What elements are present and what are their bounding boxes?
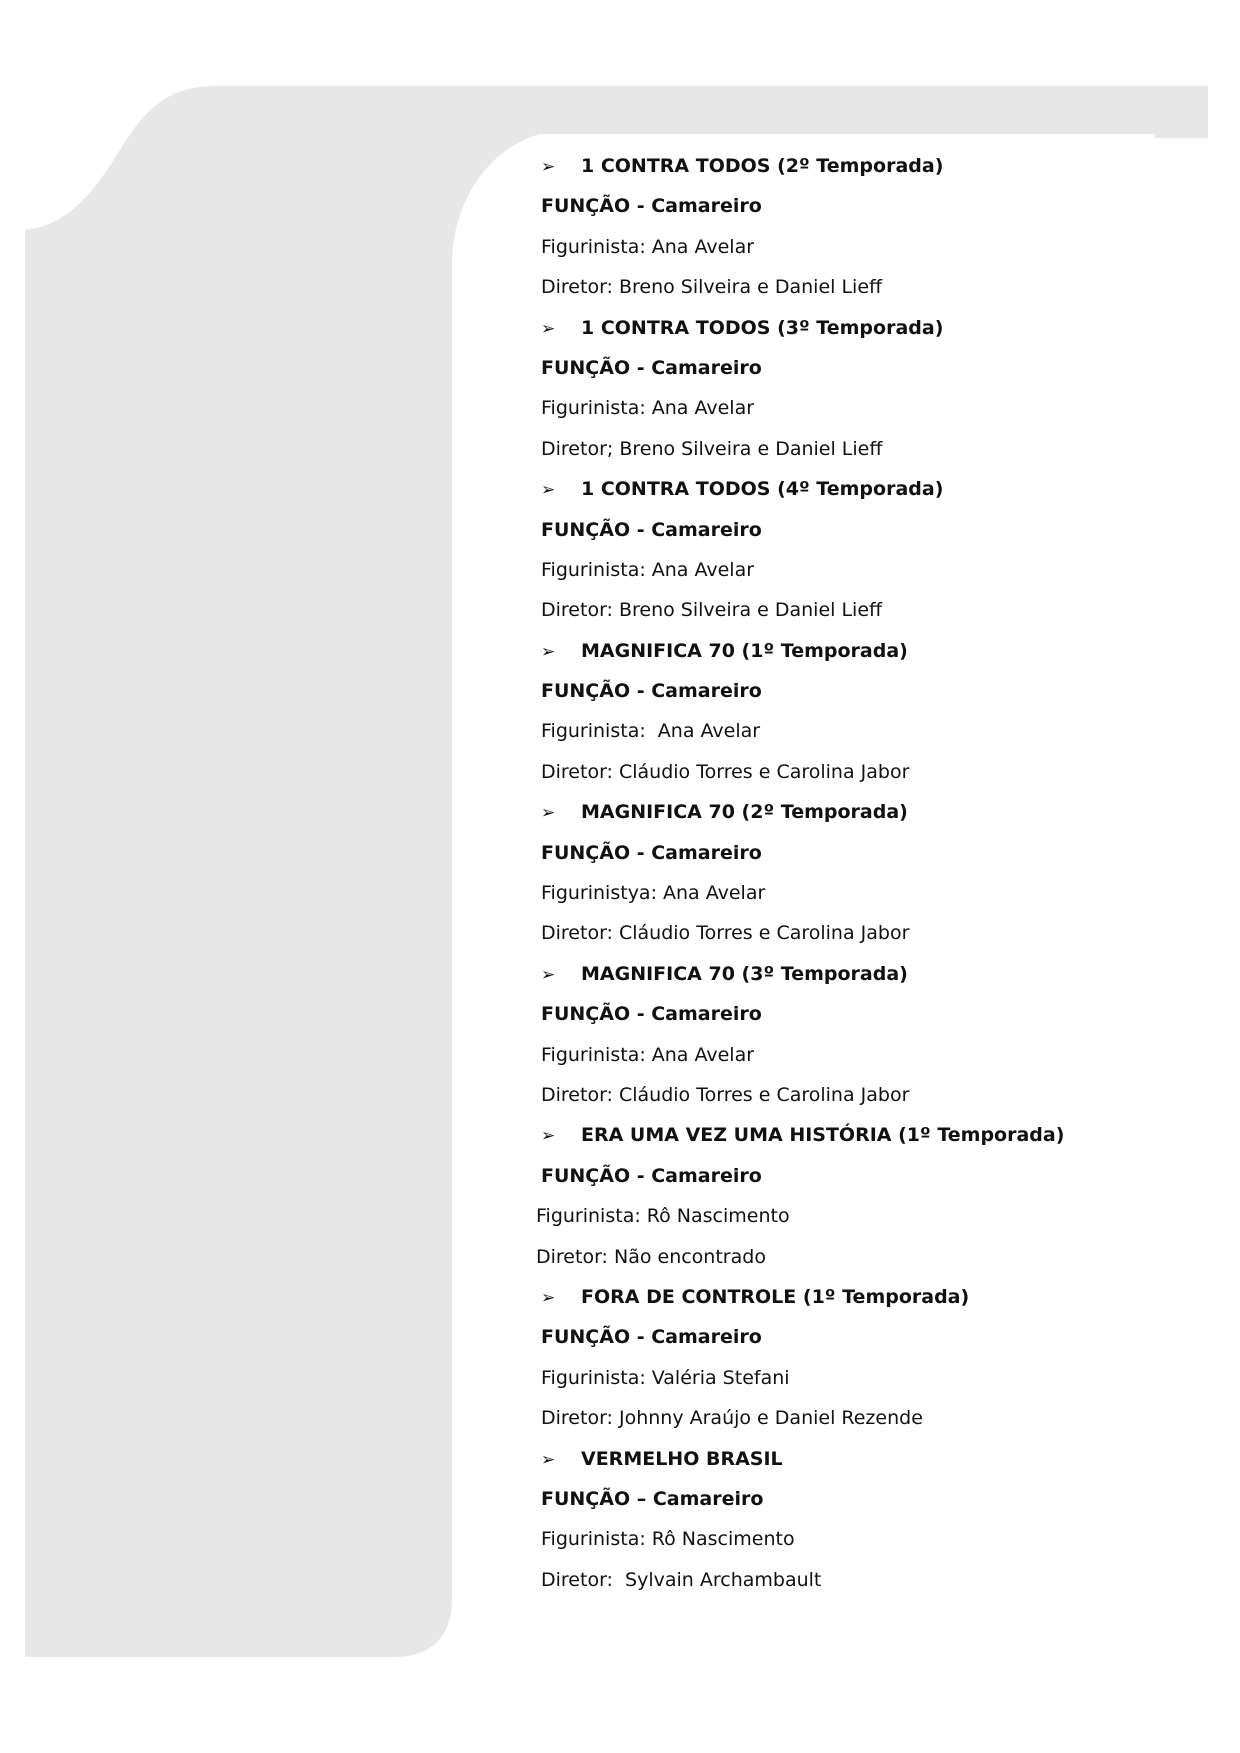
arrow-bullet-icon: ➢ <box>541 1287 556 1308</box>
production-title: MAGNIFICA 70 (1º Temporada) <box>581 639 908 662</box>
costume-designer: Figurinista: Valéria Stefani <box>541 1366 790 1389</box>
role-label: FUNÇÃO - Camareiro <box>541 1003 762 1026</box>
director: Diretor: Cláudio Torres e Carolina Jabor <box>541 1083 910 1106</box>
production-title: ERA UMA VEZ UMA HISTÓRIA (1º Temporada) <box>581 1124 1065 1147</box>
director: Diretor: Sylvain Archambault <box>541 1568 822 1591</box>
director: Diretor; Breno Silveira e Daniel Lieff <box>541 437 883 460</box>
production-title-row <box>541 1277 1181 1317</box>
role-label: FUNÇÃO – Camareiro <box>541 1487 764 1510</box>
costume-designer: Figurinista: Rô Nascimento <box>541 1528 795 1551</box>
role-label: FUNÇÃO - Camareiro <box>541 680 762 703</box>
production-title: MAGNIFICA 70 (2º Temporada) <box>581 801 908 824</box>
production-title-row <box>541 1115 1181 1155</box>
director: Diretor: Cláudio Torres e Carolina Jabor <box>541 922 910 945</box>
credits-list <box>536 146 1181 1600</box>
production-title: MAGNIFICA 70 (3º Temporada) <box>581 962 908 985</box>
credit-entry <box>541 1277 1181 1439</box>
arrow-bullet-icon: ➢ <box>541 1449 556 1470</box>
arrow-bullet-icon: ➢ <box>541 803 556 824</box>
production-title-row <box>541 146 1181 186</box>
director: Diretor: Johnny Araújo e Daniel Rezende <box>541 1407 923 1430</box>
arrow-bullet-icon: ➢ <box>541 964 556 985</box>
role-label: FUNÇÃO - Camareiro <box>541 841 762 864</box>
production-title-row <box>541 308 1181 348</box>
arrow-bullet-icon: ➢ <box>541 318 556 339</box>
credit-entry <box>541 146 1181 308</box>
credit-entry <box>541 954 1181 1116</box>
role-label: FUNÇÃO - Camareiro <box>541 1326 762 1349</box>
production-title: VERMELHO BRASIL <box>581 1447 783 1470</box>
credit-entry <box>541 631 1181 793</box>
costume-designer: Figurinista: Rô Nascimento <box>536 1205 790 1228</box>
credit-entry <box>536 1115 1181 1277</box>
arrow-bullet-icon: ➢ <box>541 641 556 662</box>
costume-designer: Figurinista: Ana Avelar <box>541 558 755 581</box>
director: Diretor: Cláudio Torres e Carolina Jabor <box>541 760 910 783</box>
costume-designer: Figurinista: Ana Avelar <box>541 235 755 258</box>
production-title-row <box>541 1439 1181 1479</box>
role-label: FUNÇÃO - Camareiro <box>541 195 762 218</box>
production-title-row <box>541 631 1181 671</box>
production-title-row <box>541 469 1181 509</box>
costume-designer: Figurinista: Ana Avelar <box>541 397 755 420</box>
director: Diretor: Breno Silveira e Daniel Lieff <box>541 599 883 622</box>
production-title: 1 CONTRA TODOS (2º Temporada) <box>581 155 944 177</box>
director: Diretor: Não encontrado <box>536 1245 766 1268</box>
role-label: FUNÇÃO - Camareiro <box>541 356 762 379</box>
production-title: 1 CONTRA TODOS (3º Temporada) <box>581 316 944 339</box>
costume-designer: Figurinistya: Ana Avelar <box>541 882 766 905</box>
credit-entry <box>541 792 1181 954</box>
production-title: 1 CONTRA TODOS (4º Temporada) <box>581 478 944 501</box>
credit-entry <box>541 308 1181 470</box>
role-label: FUNÇÃO - Camareiro <box>541 518 762 541</box>
credit-entry <box>541 1439 1181 1601</box>
role-label: FUNÇÃO - Camareiro <box>541 1164 762 1187</box>
arrow-bullet-icon: ➢ <box>541 480 556 501</box>
production-title-row <box>541 954 1181 994</box>
costume-designer: Figurinista: Ana Avelar <box>541 720 761 743</box>
director: Diretor: Breno Silveira e Daniel Lieff <box>541 276 883 299</box>
production-title-row <box>541 792 1181 832</box>
production-title: FORA DE CONTROLE (1º Temporada) <box>581 1285 970 1308</box>
arrow-bullet-icon: ➢ <box>541 157 556 177</box>
credit-entry <box>541 469 1181 631</box>
costume-designer: Figurinista: Ana Avelar <box>541 1043 755 1066</box>
arrow-bullet-icon: ➢ <box>541 1126 556 1147</box>
